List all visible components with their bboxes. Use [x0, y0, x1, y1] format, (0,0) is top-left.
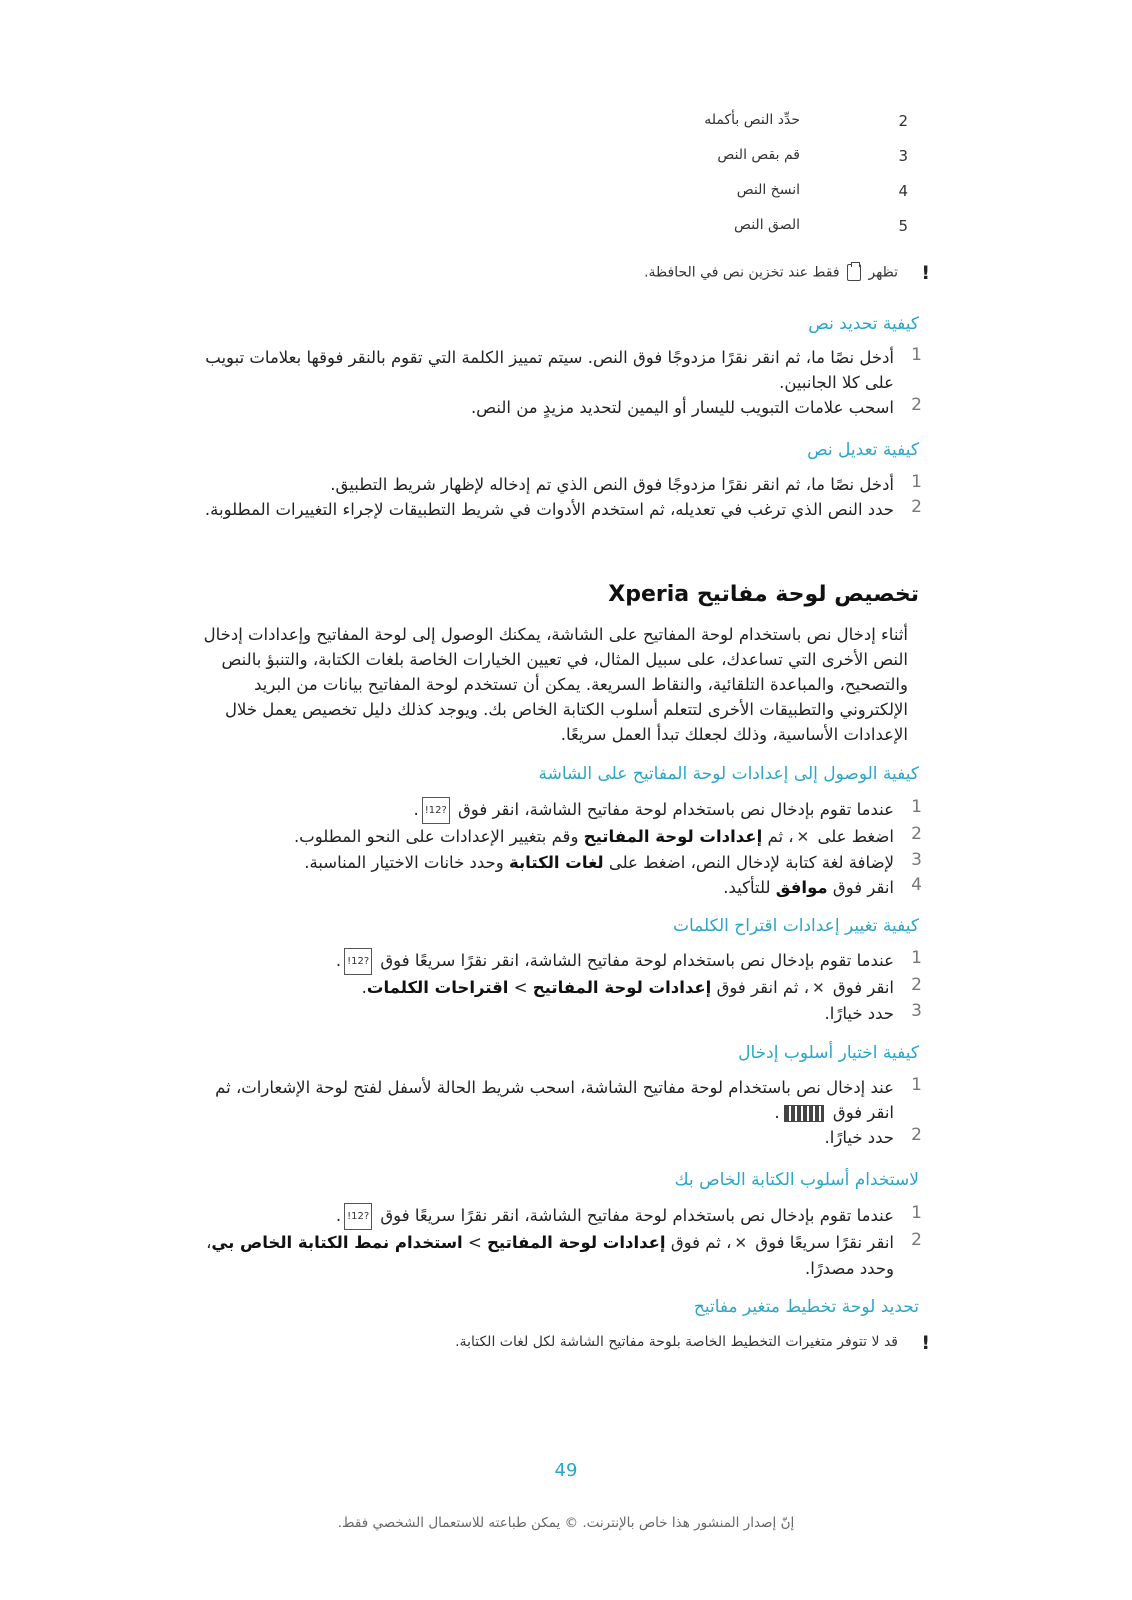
step-text — [190, 875, 894, 900]
step-number: 2 — [911, 1125, 922, 1145]
note-layout — [150, 1332, 930, 1360]
step — [190, 824, 930, 850]
step-text — [190, 948, 894, 975]
note-text-start: تظهر — [868, 264, 898, 281]
step-text-part: عندما تقوم بإدخال نص باستخدام لوحة مفاتيح الشاشة، انقر نقرًا سريعًا فوق — [380, 1206, 894, 1225]
step-bold-term: استخدام نمط الكتابة الخاص بي — [211, 1233, 463, 1252]
step-text — [190, 975, 894, 1001]
list-item — [600, 217, 920, 252]
step-text — [190, 1075, 894, 1125]
step-text: حدد خيارًا. — [824, 1004, 894, 1023]
section-paragraph: أثناء إدخال نص باستخدام لوحة المفاتيح على الشاشة، يمكنك الوصول إلى لوحة المفاتيح وإعدادات إدخال النص الأخرى التي تساعدك، على سبيل المثال، في تعيين الخيارات الخاصة بلغات الكتابة، والتنبؤ بالنص والتصحيح، والمباعدة التلقائية، والنقاط السريعة. يمكن أن تستخدم لوحة المفاتيح بيانات من البريد الإلكتروني والتطبيقات الأخرى لتتعلم أسلوب الكتابة الخاص بك. ويوجد كذلك دليل تخصيص يعمل خلال الإعدادات الأساسية، وذلك لجعلك تبدأ العمل سريعًا. — [203, 625, 908, 744]
step-text-part: لإضافة لغة كتابة لإدخال النص، اضغط على — [608, 853, 894, 872]
step — [190, 497, 930, 522]
heading-word-suggestions: كيفية تغيير إعدادات اقتراح الكلمات — [672, 916, 919, 936]
step-text: حدد خيارًا. — [824, 1128, 894, 1147]
clipboard-icon — [847, 264, 861, 281]
step-text — [190, 824, 894, 850]
step-number: 2 — [911, 824, 922, 844]
list-item-number: 5 — [898, 217, 908, 235]
step-separator: > — [467, 1233, 482, 1252]
steps-edit-text — [190, 472, 930, 522]
step-text-part: وقم بتغيير الإعدادات على النحو المطلوب. — [293, 827, 579, 846]
step — [190, 1075, 930, 1125]
step-number: 2 — [911, 395, 922, 415]
step-number: 1 — [911, 345, 922, 365]
list-item — [600, 112, 920, 147]
step — [190, 1001, 930, 1026]
step-number: 3 — [911, 1001, 922, 1021]
step-number: 1 — [911, 948, 922, 968]
step-text-end: . — [361, 978, 367, 997]
step-text-part: ، ثم انقر فوق — [716, 978, 810, 997]
step-text-part: انقر فوق — [832, 978, 894, 997]
step-text — [190, 1203, 894, 1230]
step-text — [190, 850, 894, 875]
step-bold-term: إعدادات لوحة المفاتيح — [487, 1233, 666, 1252]
step-number: 1 — [911, 1075, 922, 1095]
exclamation-icon: ! — [921, 1332, 930, 1354]
step-number: 1 — [911, 1203, 922, 1223]
step-text-part: ، ثم — [767, 827, 794, 846]
symbols-key-icon: ?12! — [422, 797, 450, 824]
heading-writing-style: لاستخدام أسلوب الكتابة الخاص بك — [674, 1170, 919, 1190]
note-clipboard — [150, 262, 930, 290]
step-bold-term: إعدادات لوحة المفاتيح — [532, 978, 712, 997]
step-text — [190, 797, 894, 824]
step-bold-term: إعدادات لوحة المفاتيح — [583, 827, 763, 846]
list-item — [600, 147, 920, 182]
step-text: حدد النص الذي ترغب في تعديله، ثم استخدم الأدوات في شريط التطبيقات لإجراء التغييرات المطلوبة. — [204, 500, 894, 519]
step — [190, 948, 930, 975]
symbols-key-icon: ?12! — [344, 1203, 372, 1230]
step-bold-term: اقتراحات الكلمات — [366, 978, 509, 997]
list-item-text: قم بقص النص — [717, 147, 800, 163]
step-text-end: . — [335, 1206, 342, 1225]
step — [190, 1125, 930, 1150]
step-text: أدخل نصًا ما، ثم انقر نقرًا مزدوجًا فوق النص الذي تم إدخاله لإظهار شريط التطبيق. — [330, 475, 894, 494]
step — [190, 1230, 930, 1281]
heading-keyboard-layout: تحديد لوحة تخطيط متغير مفاتيح — [693, 1297, 919, 1317]
tools-icon: ✕ — [812, 979, 825, 997]
step-number: 1 — [911, 472, 922, 492]
keyboard-icon — [784, 1105, 824, 1122]
step-number: 2 — [911, 497, 922, 517]
note-text: قد لا تتوفر متغيرات التخطيط الخاصة بلوحة مفاتيح الشاشة لكل لغات الكتابة. — [455, 1334, 898, 1350]
step-number: 4 — [911, 875, 922, 895]
tools-icon: ✕ — [734, 1234, 748, 1252]
step-number: 2 — [911, 1230, 922, 1250]
exclamation-icon: ! — [921, 262, 930, 284]
step-text-part: وحدد خانات الاختيار المناسبة. — [304, 853, 504, 872]
step — [190, 975, 930, 1001]
step — [190, 395, 930, 420]
list-item-text: الصق النص — [734, 217, 800, 233]
step — [190, 850, 930, 875]
list-item — [600, 182, 920, 217]
step — [190, 875, 930, 900]
step — [190, 1203, 930, 1230]
step-text-part: اضغط على — [817, 827, 894, 846]
heading-input-method: كيفية اختيار أسلوب إدخال — [738, 1043, 919, 1063]
page-number: 49 — [554, 1460, 578, 1481]
step-text-part: عندما تقوم بإدخال نص باستخدام لوحة مفاتيح الشاشة، انقر فوق — [458, 800, 894, 819]
step-bold-term: موافق — [775, 878, 828, 897]
step-bold-term: لغات الكتابة — [508, 853, 604, 872]
list-item-number: 3 — [898, 147, 908, 165]
step-text-part: ، وحدد مصدرًا. — [206, 1233, 894, 1278]
steps-writing-style — [190, 1203, 930, 1281]
step-text-part: ، ثم فوق — [670, 1233, 732, 1252]
step-number: 2 — [911, 975, 922, 995]
step-text-end: . — [335, 951, 342, 970]
step-text-end: . — [413, 800, 419, 819]
heading-select-text: كيفية تحديد نص — [808, 314, 919, 334]
step-number: 1 — [911, 797, 922, 817]
steps-word-suggestions — [190, 948, 930, 1026]
step-number: 3 — [911, 850, 922, 870]
step — [190, 472, 930, 497]
heading-access-keyboard-settings: كيفية الوصول إلى إعدادات لوحة المفاتيح على الشاشة — [538, 764, 919, 784]
step-text: أدخل نصًا ما، ثم انقر نقرًا مزدوجًا فوق النص. سيتم تمييز الكلمة التي تقوم بالنقر فوقها بعلامات تبويب على كلا الجانبين. — [205, 348, 894, 392]
note-text — [644, 264, 898, 281]
step-text-part: للتأكيد. — [723, 878, 771, 897]
steps-access-keyboard-settings — [190, 797, 930, 900]
heading-edit-text: كيفية تعديل نص — [807, 440, 919, 460]
list-item-text: انسخ النص — [736, 182, 800, 198]
list-item-number: 4 — [898, 182, 908, 200]
step-text: اسحب علامات التبويب لليسار أو اليمين لتحديد مزيدٍ من النص. — [470, 398, 894, 417]
step-separator: > — [513, 978, 528, 997]
step — [190, 797, 930, 824]
steps-input-method — [190, 1075, 930, 1150]
section-title: تخصيص لوحة مفاتيح Xperia — [608, 582, 919, 607]
step-text-part: عند إدخال نص باستخدام لوحة مفاتيح الشاشة، اسحب شريط الحالة لأسفل لفتح لوحة الإشعارات، ثم انقر فوق — [215, 1078, 894, 1122]
steps-select-text — [190, 345, 930, 420]
symbols-key-icon: ?12! — [344, 948, 372, 975]
step-text-end: . — [774, 1103, 780, 1122]
tools-icon: ✕ — [796, 828, 810, 846]
top-numbered-list — [600, 112, 920, 252]
list-item-number: 2 — [898, 112, 908, 130]
step — [190, 345, 930, 395]
step-text-part: انقر فوق — [832, 878, 894, 897]
step-text-part: عندما تقوم بإدخال نص باستخدام لوحة مفاتيح الشاشة، انقر نقرًا سريعًا فوق — [380, 951, 894, 970]
step-text-part: انقر نقرًا سريعًا فوق — [755, 1233, 894, 1252]
list-item-text: حدِّد النص بأكمله — [704, 112, 800, 128]
step-text — [190, 1230, 894, 1281]
note-text-end: فقط عند تخزين نص في الحافظة. — [644, 264, 840, 281]
footer-copyright: إنّ إصدار المنشور هذا خاص بالإنترنت. © يمكن طباعته للاستعمال الشخصي فقط. — [337, 1515, 795, 1531]
